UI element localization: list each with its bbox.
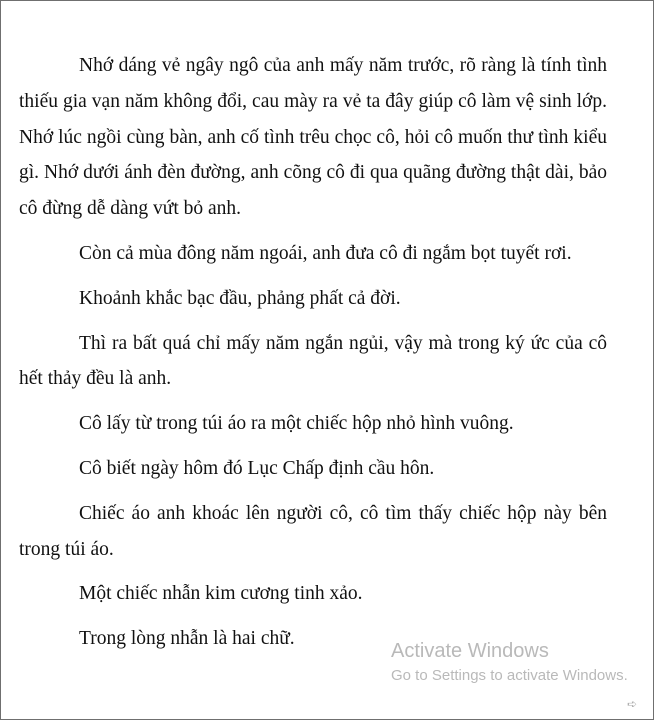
paragraph: Cô biết ngày hôm đó Lục Chấp định cầu hôn.	[79, 457, 435, 479]
paragraph: Trong lòng nhẫn là hai chữ.	[79, 628, 295, 650]
paragraph: Một chiếc nhẫn kim cương tinh xảo.	[79, 583, 363, 605]
document-body	[19, 48, 607, 666]
paragraph: Thì ra bất quá chỉ mấy năm ngắn ngủi, vậy mà trong ký ức của cô hết thảy đều là anh.	[19, 332, 607, 390]
paragraph: Còn cả mùa đông năm ngoái, anh đưa cô đi ngắm bọt tuyết rơi.	[79, 242, 572, 264]
paragraph: Nhớ dáng vẻ ngây ngô của anh mấy năm trước, rõ ràng là tính tình thiếu gia vạn năm không đổi, cau mày ra vẻ ta đây giúp cô làm vệ sinh lớp. Nhớ lúc ngồi cùng bàn, anh cố tình trêu chọc cô, hỏi cô muốn thư tình kiểu gì. Nhớ dưới ánh đèn đường, anh cõng cô đi qua quãng đường thật dài, bảo cô đừng dễ dàng vứt bỏ anh.	[19, 55, 607, 220]
watermark-subtitle: Go to Settings to activate Windows.	[391, 667, 628, 684]
activation-watermark	[391, 638, 628, 687]
watermark-title: Activate Windows	[391, 640, 549, 662]
paragraph: Cô lấy từ trong túi áo ra một chiếc hộp nhỏ hình vuông.	[79, 413, 514, 435]
paragraph: Chiếc áo anh khoác lên người cô, cô tìm thấy chiếc hộp này bên trong túi áo.	[19, 502, 607, 560]
resize-arrow-icon[interactable]: ➪	[627, 697, 638, 711]
paragraph: Khoảnh khắc bạc đầu, phảng phất cả đời.	[79, 287, 401, 309]
